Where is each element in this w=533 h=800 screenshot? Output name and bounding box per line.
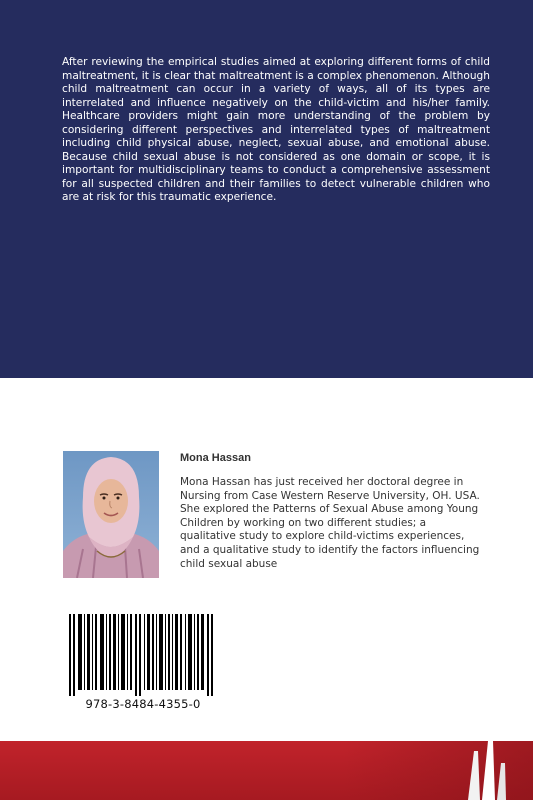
publisher-logo-icon	[448, 741, 518, 800]
barcode-bars	[67, 614, 219, 696]
back-cover-blurb-panel	[0, 0, 533, 378]
author-photo	[63, 451, 159, 578]
isbn-barcode	[63, 611, 223, 717]
author-portrait-image	[63, 451, 159, 578]
isbn-number: 978-3-8484-4355-0	[85, 697, 201, 711]
author-name: Mona Hassan	[180, 452, 251, 464]
author-bio: Mona Hassan has just received her doctoral degree in Nursing from Case Western Reserve University, OH. USA. She explored the Patterns of Sexual Abuse among Young Children by working on two different studies; a qualitative study to explore child-victims experiences, and a qualitative study to identify the factors influencing child sexual abuse	[180, 476, 480, 570]
book-description: After reviewing the empirical studies aimed at exploring different forms of child maltreatment, it is clear that maltreatment is a complex phenomenon. Although child maltreatment can occur in a variety of ways, all of its types are interrelated and influence negatively on the child-victim and his/her family. Healthcare providers might gain more understanding of the problem by considering different perspectives and interrelated types of maltreatment including child physical abuse, neglect, sexual abuse, and emotional abuse. Because child sexual abuse is not considered as one domain or scope, it is important for multidisciplinary teams to conduct a comprehensive assessment for all suspected children and their families to detect vulnerable children who are at risk for this traumatic experience.	[62, 56, 490, 203]
